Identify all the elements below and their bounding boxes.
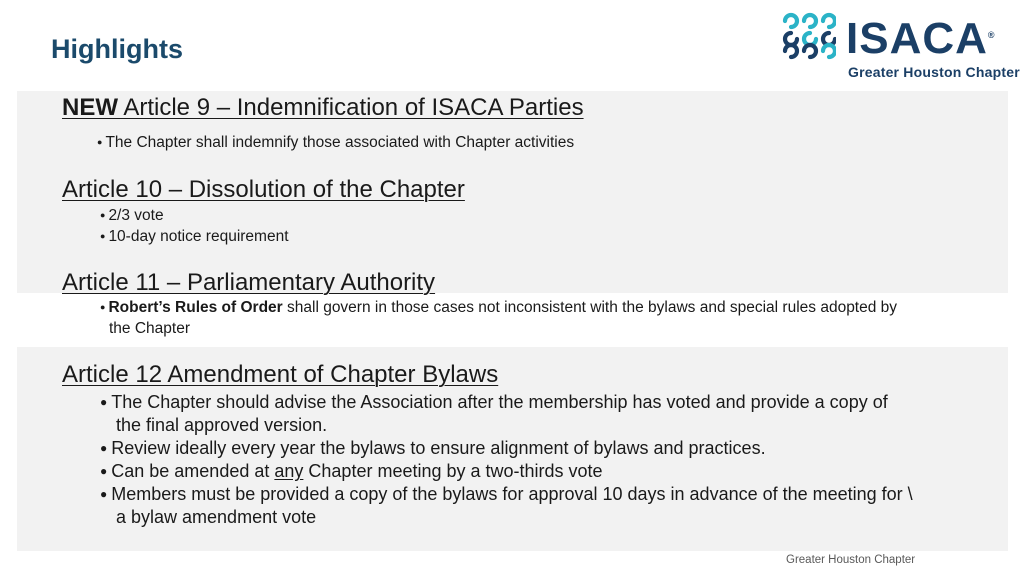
any-emphasis: any xyxy=(274,461,304,481)
article-12-bullet-4: ● Members must be provided a copy of the bylaws for approval 10 days in advance of the meeting for \ xyxy=(100,484,913,504)
bullet-dot-icon: ● xyxy=(100,231,106,241)
isaca-logo-mark-icon xyxy=(780,10,836,66)
bullet-dot-icon: ● xyxy=(100,302,106,312)
bullet-dot-icon: ● xyxy=(100,487,108,501)
article-11-heading: Article 11 – Parliamentary Authority xyxy=(62,269,436,296)
bullet-dot-icon: ● xyxy=(100,210,106,220)
isaca-logo xyxy=(780,10,1020,84)
bullet-dot-icon: ● xyxy=(100,395,108,409)
bullet-dot-icon: ● xyxy=(100,441,108,455)
registered-mark: ® xyxy=(987,30,996,40)
page-title: Highlights xyxy=(51,34,183,64)
article-10-heading: Article 10 – Dissolution of the Chapter xyxy=(62,176,465,203)
article-12-bullet-2: ● Review ideally every year the bylaws to ensure alignment of bylaws and practices. xyxy=(100,438,766,458)
article-12-bullet-1: ● The Chapter should advise the Association after the membership has voted and provide a copy of xyxy=(100,392,888,412)
logo-subtitle: Greater Houston Chapter xyxy=(848,64,1020,80)
article-11-bullet-1-continued: the Chapter xyxy=(109,320,190,337)
article-12-heading: Article 12 Amendment of Chapter Bylaws xyxy=(62,361,499,388)
article-10-bullet-1: ● 2/3 vote xyxy=(100,207,164,224)
article-10-bullet-2: ● 10-day notice requirement xyxy=(100,228,289,245)
article-12-bullet-4-continued: a bylaw amendment vote xyxy=(116,507,317,527)
logo-wordmark: ISACA® xyxy=(846,14,996,63)
article-11-bullet-1: ● Robert’s Rules of Order shall govern in those cases not inconsistent with the bylaws and special rules adopted by xyxy=(100,299,898,316)
article-12-bullet-3: ● Can be amended at any Chapter meeting by a two-thirds vote xyxy=(100,461,603,481)
article-9-heading: NEW Article 9 – Indemnification of ISACA Parties xyxy=(62,94,584,121)
article-12-bullet-1-continued: the final approved version. xyxy=(116,415,328,435)
bullet-dot-icon: ● xyxy=(97,137,103,147)
footer-chapter-name: Greater Houston Chapter xyxy=(786,554,916,566)
bullet-dot-icon: ● xyxy=(100,464,108,478)
article-9-bullet-1: ● The Chapter shall indemnify those associated with Chapter activities xyxy=(97,134,575,151)
